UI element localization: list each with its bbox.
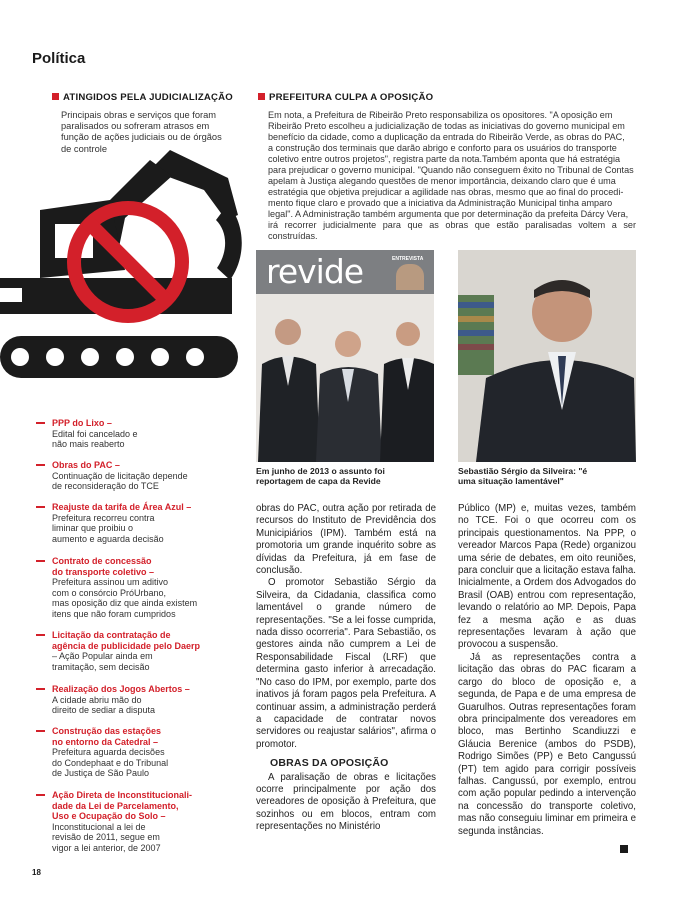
judicialization-heading-text: ATINGIDOS PELA JUDICIALIZAÇÃO [63, 92, 233, 103]
sidebar-item-title: do transporte coletivo – [52, 566, 155, 577]
excavator-bucket [216, 204, 242, 280]
body-column-1 [256, 503, 436, 834]
three-men-illustration [256, 294, 434, 462]
intro-line: de controle [61, 143, 107, 154]
sidebar-item-title: agência de publicidade pelo Daerp [52, 640, 201, 651]
sidebar-item-desc: Prefeitura assinou um aditivo [52, 577, 169, 588]
red-dash-marker [36, 794, 45, 796]
note-line: a construção dos terminais que darão abrigo e conforto para os usuários do transporte [268, 143, 617, 153]
sidebar-item-desc: direito de sediar a disputa [52, 705, 156, 716]
note-line: coletivo entre outros projetos", registra parte da nota.Também aponta que há estratégia [268, 154, 621, 164]
note-line: benefício da cidade, como a duplicação da entrada do Ribeirão Verde, as obras do PAC, [268, 132, 625, 142]
body-paragraph: obras do PAC, outra ação por retirada de recursos do Instituto de Previdência dos Municipiários (IPM). Também está na promotoria um grande inquérito sobre as dívidas da Prefeitura, já em fase de conclusão. [256, 503, 436, 577]
sidebar-item-desc: de reconsideração do TCE [52, 481, 159, 492]
sidebar-item [52, 556, 232, 620]
sidebar-item-title: Ação Direta de Inconstitucionali- [52, 790, 193, 800]
red-dash-marker [36, 464, 45, 466]
sidebar-item-title: Uso e Ocupação do Solo – [52, 811, 166, 822]
red-dash-marker [36, 634, 45, 636]
note-line: Ribeirão Preto escolheu a judicialização de todas as iniciativas do governo municipal em [268, 121, 625, 131]
prefeitura-heading [258, 92, 433, 103]
sidebar-item-desc: com o consórcio PróUrbano, [52, 587, 167, 598]
sidebar-item-desc: não mais reaberto [52, 439, 125, 450]
page-number: 18 [32, 868, 41, 877]
note-line: legal". A Administração também argumenta que por determinação da prefeita Dárcy Vera, [268, 209, 629, 219]
note-line: apelam à Justiça alegando questões de menor importância, deixando claro que é uma [268, 176, 616, 186]
sidebar-item-title: Contrato de concessão [52, 556, 152, 566]
red-dash-marker [36, 506, 45, 508]
sidebar-item-desc: Prefeitura aguarda decisões [52, 747, 165, 758]
sidebar-item-title: Obras do PAC – [52, 460, 120, 470]
body-paragraph: Já as representações contra a licitação das obras do PAC ficaram a cargo do bloco de oposição e, a segunda, de Papa e de uma empresa de Guarulhos. Outras representações foram obra principalmente dos vereadores em bloco, mas Bertinho Scandiuzzi e Gláucia Berenice (ambos do PSDB), Rodrigo Simões (PP) e Beto Cangussú (PT) tem agido para corrigir possíveis falhas. Cangussú, por exemplo, entrou com ação popular pedindo a intervenção na concessão do transporte coletivo, mas não conseguiu liminar em primeira e segunda instâncias. [458, 651, 636, 837]
body-paragraph: Público (MP) e, muitas vezes, também no TCE. Foi o que ocorreu com os principais questionamentos. Na PPP, o vereador Marcos Papa (Rede) organizou uma série de debates, em oito reuniões, para concluir que a licitação estava falha. Inicialmente, a Ordem dos Advogados do Brasil (OAB) entrou com representação, levando o relatório ao MP. Depois, Papa fez a mesma ação e as duas representações levaram à ação que provocou a suspensão. [458, 503, 636, 651]
sidebar-item [52, 460, 232, 492]
sidebar-item-desc: itens que não foram cumpridos [52, 608, 176, 619]
judicialization-heading [52, 92, 233, 103]
sidebar-item-desc: aumento e aguarda decisão [52, 533, 164, 544]
sidebar-item-desc: de Justiça de São Paulo [52, 768, 150, 779]
sidebar-item-title: Realização dos Jogos Abertos – [52, 684, 190, 694]
body-paragraph: O promotor Sebastião Sérgio da Silveira, da Cidadania, classifica como lamentável o grande número de representações. "Se a lei fosse cumprida, nada disso ocorreria". Para Sebastião, os gestores ainda não cumprem a Lei de Responsabilidade Fiscal (LRF) que determina gasto inferior à arrecadação. "No caso do IPM, por exemplo, parte dos inativos já foram pagos pela Prefeitura. A continuar assim, a administração perderá a capacidade de contratar novos servidores ou reajustar salários", afirma o promotor. [256, 577, 436, 750]
sidebar-item-desc: mas oposição diz que ainda existem [52, 598, 198, 609]
magazine-cover-photo [256, 250, 434, 462]
sidebar-item-title: Construção das estações [52, 726, 162, 736]
caption-line: uma situação lamentável" [458, 476, 564, 487]
body-column-2 [458, 503, 636, 838]
sidebar-item-title: Reajuste da tarifa de Área Azul – [52, 502, 192, 512]
caption-line: reportagem de capa da Revide [256, 476, 381, 487]
body-paragraph: A paralisação de obras e licitações ocorre principalmente por ação dos vereadores de oposição à Prefeitura, que sozinhos ou em blocos, entram com representações no Ministério [256, 771, 436, 833]
note-line: Em nota, a Prefeitura de Ribeirão Preto responsabiliza os opositores. "A oposição em [268, 110, 613, 120]
section-title: Política [32, 50, 86, 67]
cover-inset-portrait [396, 264, 424, 290]
intro-line: Principais obras e serviços que foram [61, 110, 217, 120]
cover-badge: ENTREVISTA [392, 256, 424, 262]
sidebar-item [52, 630, 232, 672]
sidebar-item-desc: do Condephaat e do Tribunal [52, 757, 169, 768]
subheading-obras-da-oposicao: OBRAS DA OPOSIÇÃO [270, 757, 389, 770]
intro-line: função de ações judiciais ou de órgãos [61, 132, 222, 143]
sidebar-item-desc: vigor a lei anterior, de 2007 [52, 842, 161, 853]
cover-logo: revide [266, 252, 364, 291]
red-dash-marker [36, 688, 45, 690]
sidebar-item-desc: liminar que proibiu o [52, 523, 134, 534]
sidebar-item [52, 726, 232, 779]
caption-line: Em junho de 2013 o assunto foi [256, 466, 385, 476]
portrait-photo [458, 250, 636, 462]
sidebar-item-title: no entorno da Catedral – [52, 736, 159, 747]
sidebar-item-title: dade da Lei de Parcelamento, [52, 800, 179, 811]
intro-line: paralisados ou sofreram atrasos em [61, 121, 210, 132]
red-square-marker [258, 93, 265, 100]
excavator-prohibited-illustration [0, 140, 250, 400]
red-dash-marker [36, 560, 45, 562]
prefeitura-heading-text: PREFEITURA CULPA A OPOSIÇÃO [269, 92, 434, 103]
sidebar-item [52, 418, 232, 450]
cover-caption [256, 466, 436, 487]
sidebar-item-desc: Prefeitura recorreu contra [52, 512, 155, 523]
sidebar-item-title: PPP do Lixo – [52, 418, 112, 428]
sidebar-item-desc: Continuação de licitação depende [52, 470, 188, 481]
caption-line: Sebastião Sérgio da Silveira: "é [458, 466, 588, 476]
sidebar-item-desc: A cidade abriu mão do [52, 694, 142, 705]
red-square-marker [52, 93, 59, 100]
sidebar-item-desc: Edital foi cancelado e [52, 428, 138, 439]
red-dash-marker [36, 730, 45, 732]
sidebar-item [52, 502, 232, 544]
sidebar-item-desc: – Ação Popular ainda em [52, 651, 153, 662]
sidebar-item-desc: tramitação, sem decisão [52, 661, 150, 672]
sidebar-item-desc: revisão de 2011, segue em [52, 832, 160, 843]
note-line: para prejudicar o governo municipal. "Quando não conseguem êxito no Tribunal de Contas [268, 165, 634, 175]
red-dash-marker [36, 422, 45, 424]
note-line: mento fique claro e provado que a iniciativa da Administração Municipal tinha amparo [268, 198, 613, 208]
note-line: irá recorrer judicialmente para que as obras que estão paralisadas voltem a ser construídas. [268, 220, 636, 241]
sidebar-item-title: Licitação da contratação de [52, 630, 171, 640]
note-line: estratégia que objetiva prejudicar a agilidade nas obras, mesmo que ao final do procedi- [268, 187, 624, 197]
prefeitura-note [268, 110, 636, 242]
sidebar-item-desc: Inconstitucional a lei de [52, 821, 146, 832]
sidebar-item [52, 790, 232, 854]
end-mark [620, 845, 628, 853]
sidebar-item [52, 684, 232, 716]
portrait-caption [458, 466, 638, 487]
